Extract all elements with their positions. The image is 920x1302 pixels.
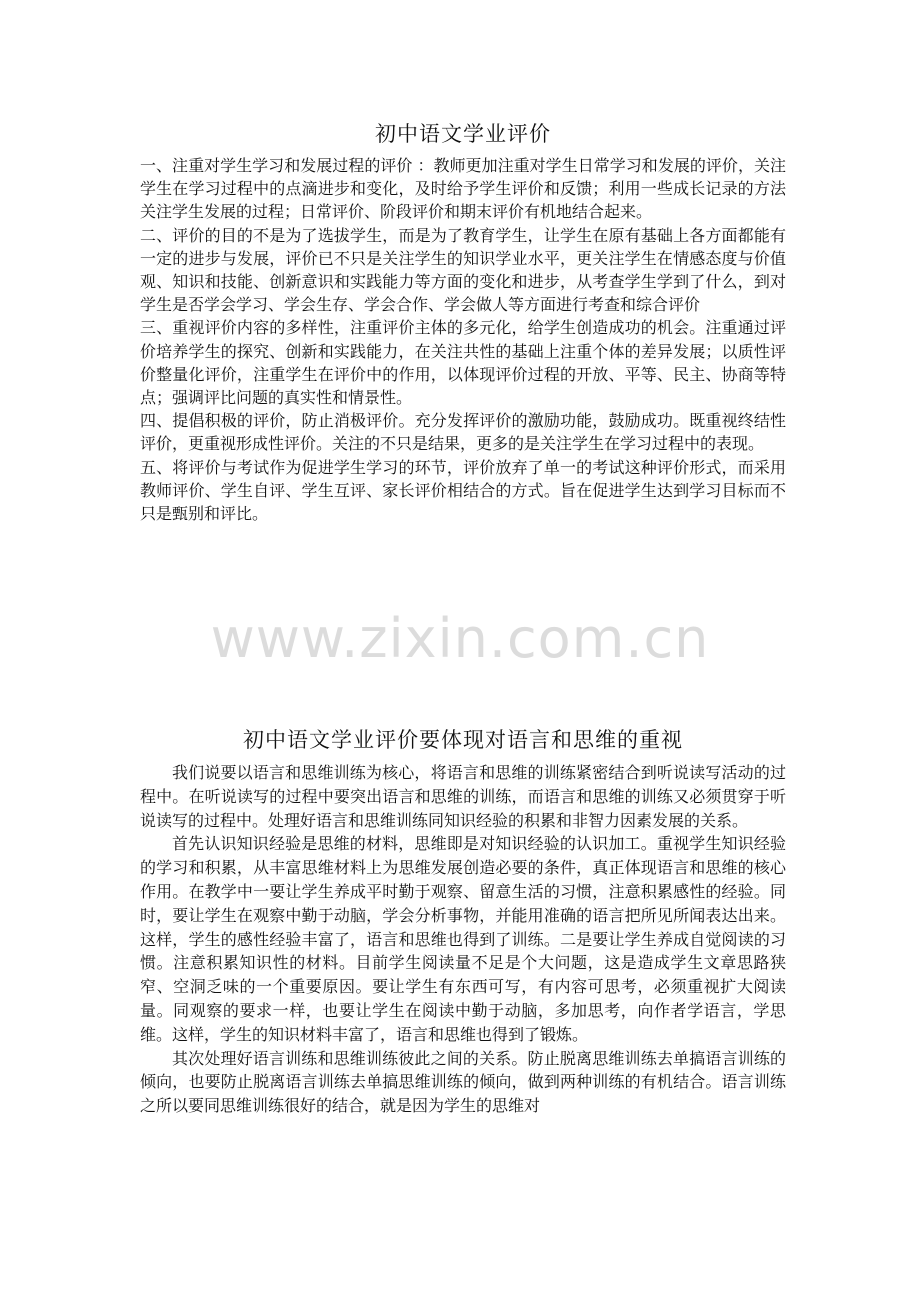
paragraph: 四、提倡积极的评价，防止消极评价。充分发挥评价的激励功能，鼓励成功。既重视终结性评价，更重视形成性评价。关注的不只是结果，更多的是关注学生在学习过程中的表现。 (140, 411, 786, 454)
paragraph: 一、注重对学生学习和发展过程的评价 ：教师更加注重对学生日常学习和发展的评价，关注学生在学习过程中的点滴进步和变化，及时给予学生评价和反馈；利用一些成长记录的方法关注学生发展的过程；日常评价、阶段评价和期末评价有机地结合起来。 (140, 156, 786, 222)
paragraph: 我们说要以语言和思维训练为核心，将语言和思维的训练紧密结合到听说读写活动的过程中。在听说读写的过程中要突出语言和思维的训练，而语言和思维的训练又必须贯穿于听说读写的过程中。处理好语言和思维训练同知识经验的积累和非智力因素发展的关系。 (140, 763, 786, 830)
paragraph: 首先认识知识经验是思维的材料，思维即是对知识经验的认识加工。重视学生知识经验的学习和积累，从丰富思维材料上为思维发展创造必要的条件，真正体现语言和思维的核心作用。在教学中一要让学生养成平时勤于观察、留意生活的习惯，注意积累感性的经验。同时，要让学生在观察中勤于动脑，学会分析事物，并能用准确的语言把所见所闻表达出来。这样，学生的感性经验丰富了，语言和思维也得到了训练。二是要让学生养成自觉阅读的习惯。注意积累知识性的材料。目前学生阅读量不足是个大问题，这是造成学生文章思路狭窄、空洞乏味的一个重要原因。要让学生有东西可写，有内容可思考，必须重视扩大阅读量。同观察的要求一样，也要让学生在阅读中勤于动脑，多加思考，向作者学语言，学思维。这样，学生的知识材料丰富了，语言和思维也得到了锻炼。 (140, 834, 786, 1044)
section-evaluation (140, 118, 786, 525)
watermark-text: www.zixin.com.cn (210, 607, 710, 670)
section-language-thinking (140, 723, 786, 1118)
paragraph: 三、重视评价内容的多样性，注重评价主体的多元化，给学生创造成功的机会。注重通过评价培养学生的探究、创新和实践能力，在关注共性的基础上注重个体的差异发展；以质性评价整量化评价，注重学生在评价中的作用，以体现评价过程的开放、平等、民主、协商等特点；强调评比问题的真实性和情景性。 (140, 318, 786, 408)
paragraph: 其次处理好语言训练和思维训练彼此之间的关系。防止脱离思维训练去单搞语言训练的倾向，也要防止脱离语言训练去单搞思维训练的倾向，做到两种训练的有机结合。语言训练之所以要同思维训练很好的结合，就是因为学生的思维对 (140, 1048, 786, 1116)
section-title: 初中语文学业评价要体现对语言和思维的重视 (243, 728, 683, 752)
page-title: 初中语文学业评价 (375, 122, 551, 146)
paragraph: 二、评价的目的不是为了选拔学生，而是为了教育学生，让学生在原有基础上各方面都能有一定的进步与发展，评价已不只是关注学生的知识学业水平，更关注学生在情感态度与价值观、知识和技能、创新意识和实践能力等方面的变化和进步，从考查学生学到了什么，到对学生是否学会学习、学会生存、学会合作、学会做人等方面进行考查和综合评价 (140, 225, 786, 315)
paragraph: 五、将评价与考试作为促进学生学习的环节，评价放弃了单一的考试这种评价形式，而采用教师评价、学生自评、学生互评、家长评价相结合的方式。旨在促进学生达到学习目标而不只是甄别和评比。 (140, 457, 786, 524)
